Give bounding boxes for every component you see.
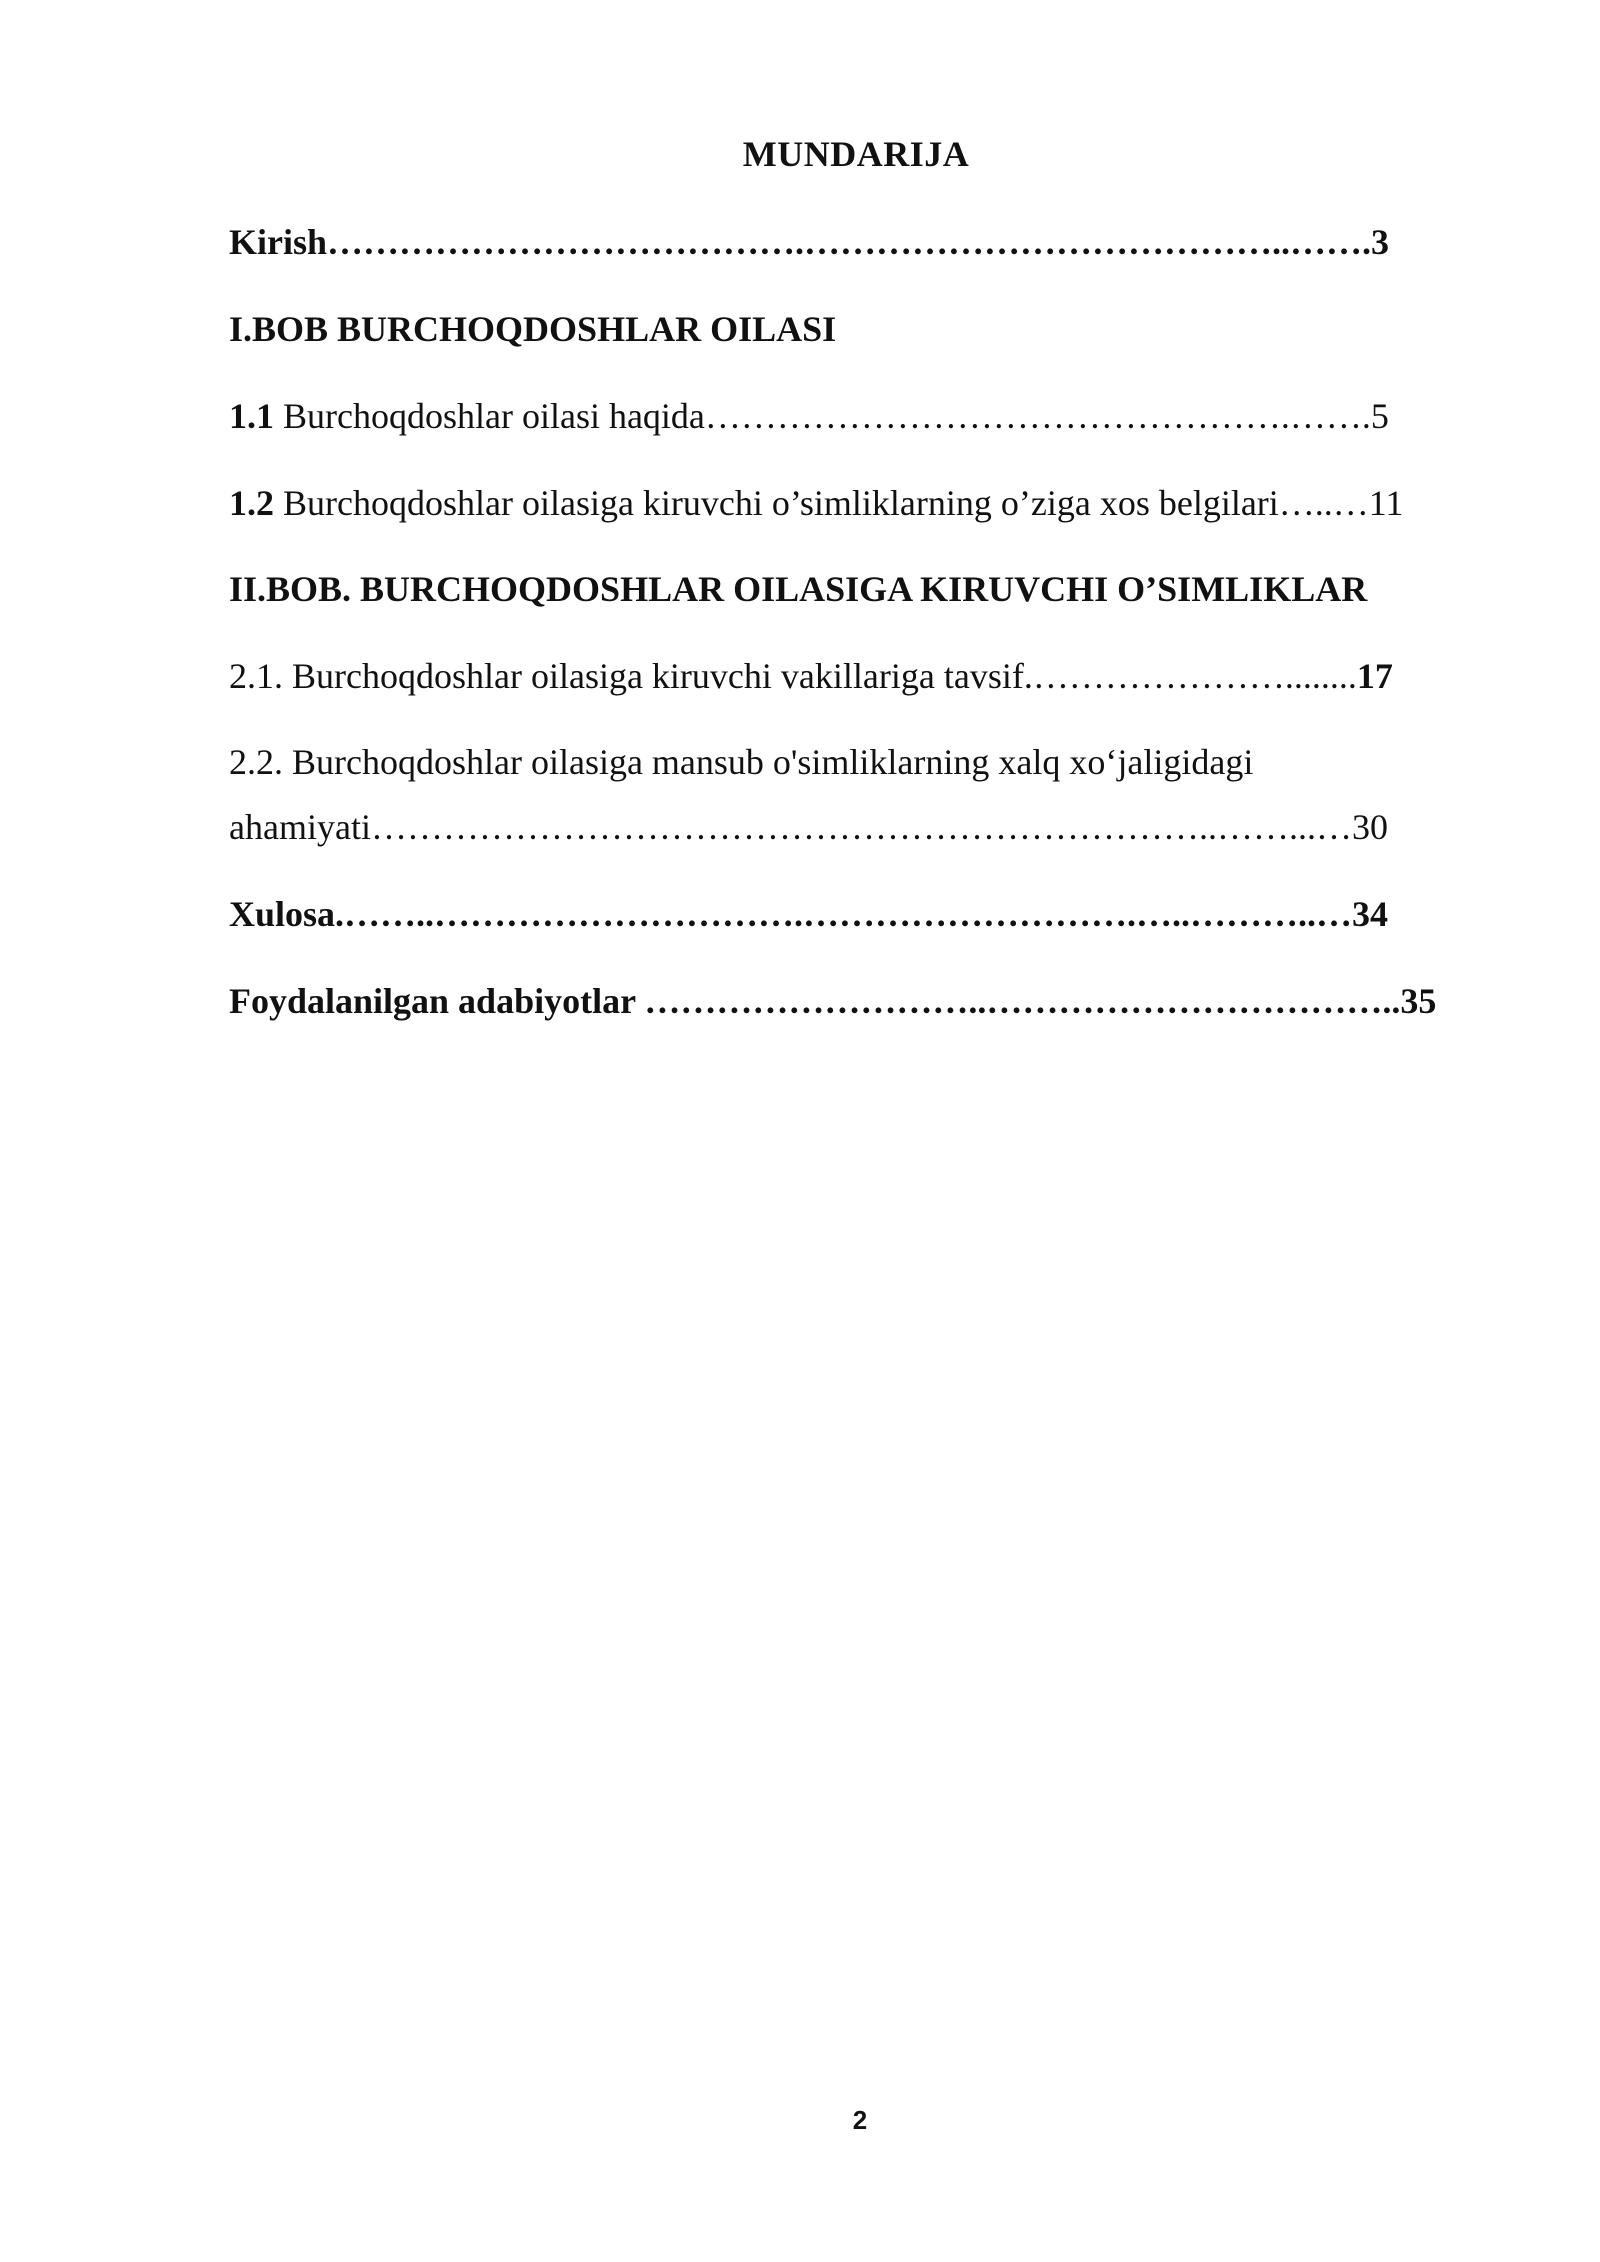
toc-entry-2-2-line-2 (229, 806, 1388, 848)
toc-entry-text: II.BOB. BURCHOQDOSHLAR OILASIGA KIRUVCHI O’SIMLIKLAR (229, 569, 1368, 609)
toc-entry-text: Xulosa.……..………………………….……………………….…..………..…34 (229, 894, 1389, 934)
toc-entry-text: Foydalanilgan adabiyotlar ………………………..……………………………..35 (229, 981, 1437, 1021)
page-number: 2 (852, 2105, 868, 2135)
toc-entry-2-2-line-1 (229, 741, 1253, 783)
toc-entry-text: I.BOB BURCHOQDOSHLAR OILASI (229, 309, 837, 349)
toc-entry-xulosa (229, 893, 1388, 935)
toc-entry-text: Burchoqdoshlar oilasi haqida………………………………………….…….5 (274, 396, 1389, 436)
section-number: 1.2 (229, 483, 274, 523)
toc-chapter-1-heading (229, 308, 836, 350)
toc-entry-kirish (229, 221, 1389, 263)
toc-entry-text: 2.1. Burchoqdoshlar oilasiga kiruvchi vakillariga tavsif.…………………........ (229, 656, 1357, 696)
toc-page-number: 17 (1356, 656, 1393, 696)
section-number: 1.1 (229, 396, 274, 436)
toc-entry-text: 2.2. Burchoqdoshlar oilasiga mansub o'simliklarning xalq xo‘jaligidagi (229, 742, 1254, 782)
toc-entry-1-1 (229, 395, 1389, 437)
toc-entry-2-1 (229, 655, 1393, 697)
toc-entry-adabiyotlar (229, 980, 1436, 1022)
toc-entry-1-2 (229, 482, 1403, 524)
toc-entry-text: Kirish………………………………….…………………………………..…….3 (229, 222, 1390, 262)
toc-chapter-2-heading (229, 568, 1367, 610)
toc-title: MUNDARIJA (742, 134, 970, 174)
toc-entry-text: ahamiyati……………………………………………………………..……...…30 (229, 807, 1388, 847)
toc-entry-text: Burchoqdoshlar oilasiga kiruvchi o’simliklarning o’ziga xos belgilari…..…11 (274, 483, 1404, 523)
